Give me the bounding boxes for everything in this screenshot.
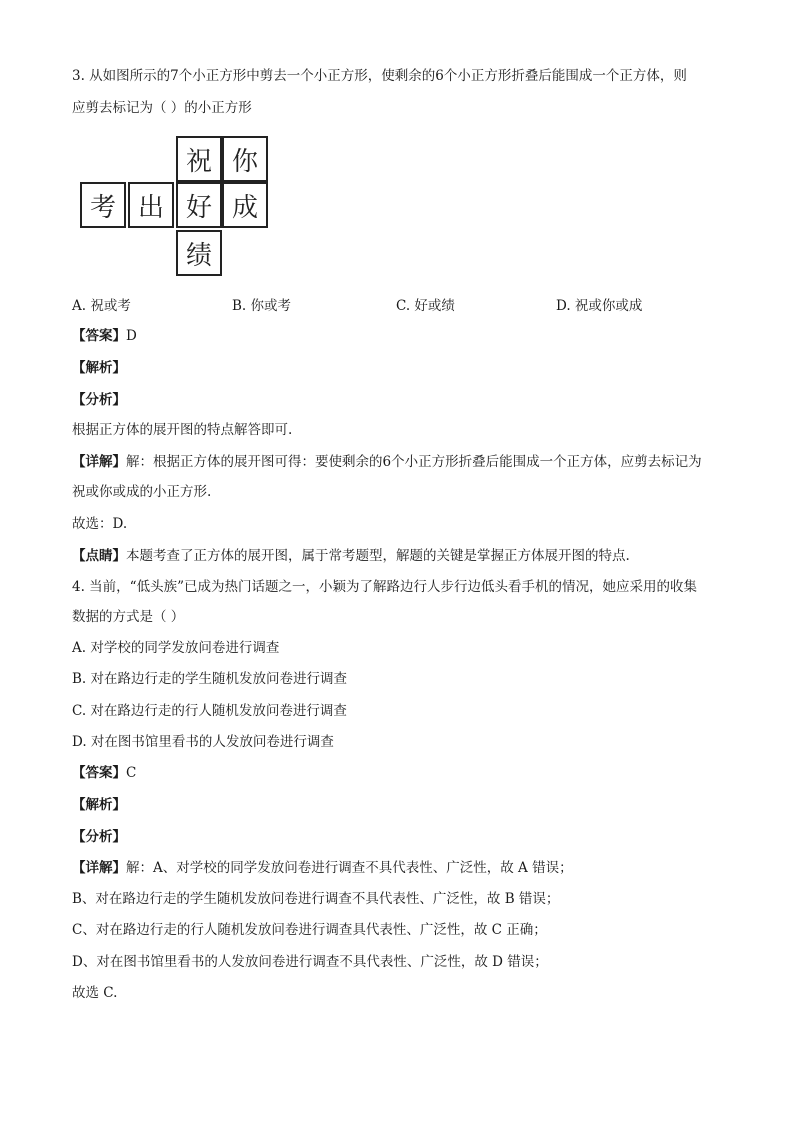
q4-option-d: D. 对在图书馆里看书的人发放问卷进行调查 xyxy=(72,734,334,750)
q3-option-a: A. 祝或考 xyxy=(72,298,131,314)
net-cell-hao: 好 xyxy=(176,182,222,228)
q3-xiangjie-line-2: 祝或你或成的小正方形. xyxy=(72,484,212,500)
q4-xiangjie-line-4: D、对在图书馆里看书的人发放问卷进行调查不具代表性、广泛性，故 D 错误； xyxy=(72,954,548,970)
answer-value: D xyxy=(126,328,137,344)
q3-fenxi-text: 根据正方体的展开图的特点解答即可. xyxy=(72,422,293,438)
q4-xiangjie-line-1 xyxy=(72,858,573,878)
xiangjie-text: 解：A、对学校的同学发放问卷进行调查不具代表性、广泛性，故 A 错误； xyxy=(126,860,573,876)
q4-conclusion: 故选 C. xyxy=(72,985,118,1001)
xiangjie-tag: 【详解】 xyxy=(72,860,126,876)
xiangjie-tag: 【详解】 xyxy=(72,454,126,470)
q3-xiangjie-line-1 xyxy=(72,452,702,472)
dianjing-text: 本题考查了正方体的展开图，属于常考题型，解题的关键是掌握正方体展开图的特点. xyxy=(126,548,630,564)
q4-fenxi-tag: 【分析】 xyxy=(72,829,126,845)
q4-option-b: B. 对在路边行走的学生随机发放问卷进行调查 xyxy=(72,671,348,687)
net-cell-chu: 出 xyxy=(128,182,174,228)
q3-answer xyxy=(72,326,137,346)
answer-value: C xyxy=(126,765,137,781)
net-cell-zhu: 祝 xyxy=(176,136,222,182)
q4-jiexi-tag: 【解析】 xyxy=(72,797,126,813)
q3-dianjing xyxy=(72,546,630,566)
q3-option-c: C. 好或绩 xyxy=(396,298,455,314)
q3-stem-line-2: 应剪去标记为（ ）的小正方形 xyxy=(72,100,252,116)
q4-xiangjie-line-2: B、对在路边行走的学生随机发放问卷进行调查不具代表性、广泛性，故 B 错误； xyxy=(72,891,560,907)
net-cell-ni: 你 xyxy=(222,136,268,182)
q4-option-a: A. 对学校的同学发放问卷进行调查 xyxy=(72,640,280,656)
net-cell-cheng: 成 xyxy=(222,182,268,228)
q4-option-c: C. 对在路边行走的行人随机发放问卷进行调查 xyxy=(72,703,347,719)
q4-stem-line-1: 4. 当前，“低头族”已成为热门话题之一，小颖为了解路边行人步行边低头看手机的情况，她应采用的收集 xyxy=(72,579,697,595)
q3-stem-line-1: 3. 从如图所示的7个小正方形中剪去一个小正方形，使剩余的6个小正方形折叠后能围成一个正方体，则 xyxy=(72,68,687,84)
q3-option-b: B. 你或考 xyxy=(232,298,292,314)
xiangjie-text: 解：根据正方体的展开图可得：要使剩余的6个小正方形折叠后能围成一个正方体，应剪去标记为 xyxy=(126,454,702,470)
q4-xiangjie-line-3: C、对在路边行走的行人随机发放问卷进行调查具代表性、广泛性，故 C 正确； xyxy=(72,922,547,938)
q3-option-d: D. 祝或你或成 xyxy=(556,298,643,314)
q4-answer xyxy=(72,763,136,783)
net-cell-ji: 绩 xyxy=(176,230,222,276)
q3-conclusion: 故选：D. xyxy=(72,516,128,532)
answer-tag: 【答案】 xyxy=(72,765,126,781)
dianjing-tag: 【点睛】 xyxy=(72,548,126,564)
q3-jiexi-tag: 【解析】 xyxy=(72,360,126,376)
q3-fenxi-tag: 【分析】 xyxy=(72,392,126,408)
answer-tag: 【答案】 xyxy=(72,328,126,344)
q4-stem-line-2: 数据的方式是（ ） xyxy=(72,609,185,625)
net-cell-kao: 考 xyxy=(80,182,126,228)
